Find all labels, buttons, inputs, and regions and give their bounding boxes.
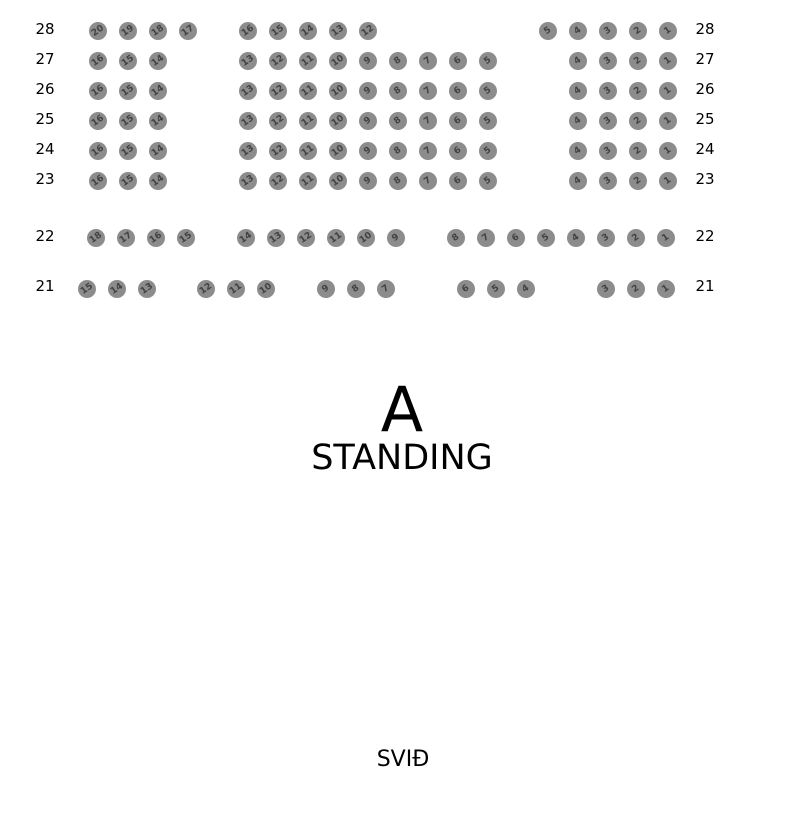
seat[interactable] bbox=[239, 82, 257, 100]
seat[interactable] bbox=[347, 280, 365, 298]
seat-number: 7 bbox=[422, 84, 434, 97]
seat[interactable] bbox=[539, 22, 557, 40]
seat-number: 3 bbox=[602, 84, 614, 97]
seat-number: 7 bbox=[422, 144, 434, 157]
seat-number: 1 bbox=[662, 24, 674, 37]
seat-number: 13 bbox=[239, 112, 256, 129]
seat[interactable] bbox=[419, 142, 437, 160]
seat[interactable] bbox=[477, 229, 495, 247]
row-label-left: 28 bbox=[35, 20, 55, 38]
seat[interactable] bbox=[419, 52, 437, 70]
seat-number: 13 bbox=[239, 172, 256, 189]
seat-number: 9 bbox=[362, 84, 374, 97]
stage-label: SVIÐ bbox=[376, 747, 430, 772]
seat-number: 19 bbox=[119, 22, 136, 39]
seat-number: 9 bbox=[362, 114, 374, 127]
seat-number: 16 bbox=[89, 112, 106, 129]
seat[interactable] bbox=[599, 112, 617, 130]
seat-number: 7 bbox=[422, 54, 434, 67]
seat[interactable] bbox=[597, 229, 615, 247]
seat-number: 1 bbox=[660, 231, 672, 244]
seat-number: 16 bbox=[89, 82, 106, 99]
seat[interactable] bbox=[108, 280, 126, 298]
seat-number: 12 bbox=[269, 172, 286, 189]
seat[interactable] bbox=[117, 229, 135, 247]
seat[interactable] bbox=[299, 22, 317, 40]
seat-number: 7 bbox=[422, 114, 434, 127]
seat[interactable] bbox=[659, 112, 677, 130]
seat[interactable] bbox=[329, 52, 347, 70]
seat[interactable] bbox=[657, 280, 675, 298]
standing-zone-label[interactable]: STANDING bbox=[311, 438, 493, 478]
seat-number: 4 bbox=[570, 231, 582, 244]
row-label-left: 26 bbox=[35, 80, 55, 98]
seat[interactable] bbox=[329, 142, 347, 160]
seat-number: 5 bbox=[490, 282, 502, 295]
seat-number: 2 bbox=[632, 144, 644, 157]
seat[interactable] bbox=[569, 22, 587, 40]
seat-number: 4 bbox=[520, 282, 532, 295]
seat-number: 14 bbox=[299, 22, 316, 39]
seat-number: 5 bbox=[482, 114, 494, 127]
seat[interactable] bbox=[479, 142, 497, 160]
seat-number: 3 bbox=[602, 144, 614, 157]
seat[interactable] bbox=[359, 22, 377, 40]
seat[interactable] bbox=[447, 229, 465, 247]
seat-number: 4 bbox=[572, 84, 584, 97]
seat[interactable] bbox=[237, 229, 255, 247]
row-label-left: 21 bbox=[35, 277, 55, 295]
seat[interactable] bbox=[119, 52, 137, 70]
seat[interactable] bbox=[449, 142, 467, 160]
seat[interactable] bbox=[227, 280, 245, 298]
seat-number: 14 bbox=[108, 280, 125, 297]
seat-number: 8 bbox=[450, 231, 462, 244]
seat[interactable] bbox=[599, 82, 617, 100]
seat[interactable] bbox=[537, 229, 555, 247]
seat[interactable] bbox=[297, 229, 315, 247]
seat-number: 8 bbox=[350, 282, 362, 295]
seat[interactable] bbox=[507, 229, 525, 247]
seat-number: 6 bbox=[452, 54, 464, 67]
seat-number: 10 bbox=[329, 82, 346, 99]
seat-number: 2 bbox=[630, 231, 642, 244]
seat[interactable] bbox=[89, 82, 107, 100]
seat[interactable] bbox=[419, 172, 437, 190]
seat-number: 10 bbox=[329, 172, 346, 189]
seat-number: 11 bbox=[299, 112, 316, 129]
seat[interactable] bbox=[517, 280, 535, 298]
seat[interactable] bbox=[299, 112, 317, 130]
seat-number: 10 bbox=[329, 142, 346, 159]
seat[interactable] bbox=[239, 52, 257, 70]
seat-number: 6 bbox=[452, 174, 464, 187]
seat-number: 9 bbox=[362, 174, 374, 187]
seat-number: 9 bbox=[390, 231, 402, 244]
seat[interactable] bbox=[569, 112, 587, 130]
seat-number: 13 bbox=[239, 82, 256, 99]
seat[interactable] bbox=[78, 280, 96, 298]
seat-number: 11 bbox=[299, 142, 316, 159]
seat-number: 14 bbox=[149, 142, 166, 159]
seat-number: 3 bbox=[602, 54, 614, 67]
seat[interactable] bbox=[299, 142, 317, 160]
seat-number: 3 bbox=[600, 231, 612, 244]
seat-number: 14 bbox=[149, 112, 166, 129]
seat-number: 15 bbox=[119, 142, 136, 159]
seat-number: 13 bbox=[267, 229, 284, 246]
seat[interactable] bbox=[299, 172, 317, 190]
seat-number: 15 bbox=[177, 229, 194, 246]
seat-number: 3 bbox=[600, 282, 612, 295]
seat[interactable] bbox=[317, 280, 335, 298]
seat-number: 7 bbox=[380, 282, 392, 295]
seat-number: 9 bbox=[362, 144, 374, 157]
seat-number: 12 bbox=[269, 52, 286, 69]
seat-number: 3 bbox=[602, 174, 614, 187]
seat-number: 10 bbox=[357, 229, 374, 246]
seat-number: 1 bbox=[662, 84, 674, 97]
seat-number: 6 bbox=[460, 282, 472, 295]
seat-number: 15 bbox=[269, 22, 286, 39]
seat-number: 12 bbox=[269, 82, 286, 99]
seat[interactable] bbox=[179, 22, 197, 40]
seat-number: 11 bbox=[299, 82, 316, 99]
seat[interactable] bbox=[629, 82, 647, 100]
seat-number: 16 bbox=[239, 22, 256, 39]
seat-number: 5 bbox=[542, 24, 554, 37]
seat-number: 5 bbox=[482, 54, 494, 67]
seat-number: 12 bbox=[297, 229, 314, 246]
seat-number: 13 bbox=[138, 280, 155, 297]
seat[interactable] bbox=[389, 142, 407, 160]
seat[interactable] bbox=[357, 229, 375, 247]
row-label-right: 25 bbox=[695, 110, 715, 128]
seat[interactable] bbox=[377, 280, 395, 298]
seat-number: 2 bbox=[632, 114, 644, 127]
seat-number: 6 bbox=[452, 84, 464, 97]
seat[interactable] bbox=[269, 22, 287, 40]
seat-number: 14 bbox=[149, 172, 166, 189]
seat[interactable] bbox=[597, 280, 615, 298]
seat-number: 17 bbox=[179, 22, 196, 39]
seat-number: 7 bbox=[422, 174, 434, 187]
seat[interactable] bbox=[177, 229, 195, 247]
seat[interactable] bbox=[629, 142, 647, 160]
seat[interactable] bbox=[449, 172, 467, 190]
row-label-right: 21 bbox=[695, 277, 715, 295]
seat[interactable] bbox=[567, 229, 585, 247]
seat[interactable] bbox=[239, 172, 257, 190]
seat-number: 8 bbox=[392, 54, 404, 67]
seat-number: 9 bbox=[362, 54, 374, 67]
seat-number: 11 bbox=[299, 172, 316, 189]
seat-number: 15 bbox=[119, 172, 136, 189]
seat-number: 16 bbox=[89, 142, 106, 159]
seat[interactable] bbox=[449, 82, 467, 100]
seat-number: 1 bbox=[662, 174, 674, 187]
seat-number: 8 bbox=[392, 174, 404, 187]
seat[interactable] bbox=[329, 112, 347, 130]
seat-number: 9 bbox=[320, 282, 332, 295]
seat[interactable] bbox=[119, 112, 137, 130]
seat-number: 4 bbox=[572, 54, 584, 67]
seat[interactable] bbox=[389, 52, 407, 70]
seat[interactable] bbox=[569, 142, 587, 160]
seat[interactable] bbox=[657, 229, 675, 247]
seat[interactable] bbox=[269, 52, 287, 70]
seat[interactable] bbox=[629, 112, 647, 130]
seat-number: 5 bbox=[540, 231, 552, 244]
seat-number: 3 bbox=[602, 114, 614, 127]
seat[interactable] bbox=[138, 280, 156, 298]
seat-number: 4 bbox=[572, 24, 584, 37]
seat[interactable] bbox=[327, 229, 345, 247]
seat[interactable] bbox=[359, 142, 377, 160]
seat[interactable] bbox=[629, 52, 647, 70]
seat-number: 5 bbox=[482, 144, 494, 157]
seat[interactable] bbox=[659, 52, 677, 70]
seat[interactable] bbox=[479, 172, 497, 190]
row-label-right: 24 bbox=[695, 140, 715, 158]
seat-number: 5 bbox=[482, 174, 494, 187]
seat[interactable] bbox=[659, 22, 677, 40]
row-label-left: 25 bbox=[35, 110, 55, 128]
seat[interactable] bbox=[149, 112, 167, 130]
seat-number: 13 bbox=[239, 52, 256, 69]
seat-number: 2 bbox=[632, 84, 644, 97]
seat[interactable] bbox=[479, 82, 497, 100]
seat-number: 4 bbox=[572, 174, 584, 187]
seat-number: 17 bbox=[117, 229, 134, 246]
seat-number: 12 bbox=[269, 112, 286, 129]
seat[interactable] bbox=[389, 82, 407, 100]
seat-number: 16 bbox=[147, 229, 164, 246]
seat[interactable] bbox=[87, 229, 105, 247]
row-label-left: 23 bbox=[35, 170, 55, 188]
seat-number: 5 bbox=[482, 84, 494, 97]
seat-number: 6 bbox=[452, 144, 464, 157]
seat-number: 13 bbox=[239, 142, 256, 159]
seat[interactable] bbox=[569, 52, 587, 70]
seat-number: 2 bbox=[632, 174, 644, 187]
row-label-right: 23 bbox=[695, 170, 715, 188]
seat-number: 13 bbox=[329, 22, 346, 39]
seat[interactable] bbox=[599, 172, 617, 190]
seat[interactable] bbox=[269, 112, 287, 130]
seat[interactable] bbox=[419, 112, 437, 130]
seat-number: 2 bbox=[632, 54, 644, 67]
seat-number: 15 bbox=[119, 112, 136, 129]
seat-number: 15 bbox=[119, 52, 136, 69]
seat[interactable] bbox=[89, 112, 107, 130]
seat[interactable] bbox=[479, 112, 497, 130]
row-label-right: 28 bbox=[695, 20, 715, 38]
seat-number: 11 bbox=[327, 229, 344, 246]
seat[interactable] bbox=[599, 22, 617, 40]
seat-number: 16 bbox=[89, 172, 106, 189]
seat[interactable] bbox=[659, 82, 677, 100]
seat[interactable] bbox=[149, 142, 167, 160]
seat-number: 1 bbox=[662, 54, 674, 67]
seat[interactable] bbox=[659, 142, 677, 160]
seat[interactable] bbox=[659, 172, 677, 190]
seat[interactable] bbox=[197, 280, 215, 298]
seat-number: 4 bbox=[572, 144, 584, 157]
seat[interactable] bbox=[119, 142, 137, 160]
seat-number: 10 bbox=[257, 280, 274, 297]
seat[interactable] bbox=[389, 172, 407, 190]
row-label-left: 27 bbox=[35, 50, 55, 68]
seat[interactable] bbox=[569, 172, 587, 190]
seat[interactable] bbox=[449, 52, 467, 70]
seat[interactable] bbox=[359, 172, 377, 190]
seat-number: 8 bbox=[392, 144, 404, 157]
row-label-left: 24 bbox=[35, 140, 55, 158]
seat[interactable] bbox=[569, 82, 587, 100]
seat[interactable] bbox=[149, 22, 167, 40]
seat-number: 18 bbox=[149, 22, 166, 39]
seat-number: 11 bbox=[299, 52, 316, 69]
seat[interactable] bbox=[239, 22, 257, 40]
seat[interactable] bbox=[329, 22, 347, 40]
row-label-right: 26 bbox=[695, 80, 715, 98]
seat[interactable] bbox=[449, 112, 467, 130]
seat[interactable] bbox=[479, 52, 497, 70]
seat[interactable] bbox=[359, 82, 377, 100]
seat[interactable] bbox=[257, 280, 275, 298]
seat-number: 15 bbox=[119, 82, 136, 99]
seat-number: 6 bbox=[510, 231, 522, 244]
seat[interactable] bbox=[269, 172, 287, 190]
seat[interactable] bbox=[89, 52, 107, 70]
seat[interactable] bbox=[149, 82, 167, 100]
seat[interactable] bbox=[329, 82, 347, 100]
seat[interactable] bbox=[269, 82, 287, 100]
seat[interactable] bbox=[329, 172, 347, 190]
seat[interactable] bbox=[627, 280, 645, 298]
seat-number: 8 bbox=[392, 84, 404, 97]
zone-letter: A bbox=[380, 373, 424, 446]
seat-number: 12 bbox=[359, 22, 376, 39]
row-label-right: 22 bbox=[695, 227, 715, 245]
seat-number: 6 bbox=[452, 114, 464, 127]
seat[interactable] bbox=[89, 172, 107, 190]
seat[interactable] bbox=[599, 142, 617, 160]
seat-number: 14 bbox=[149, 82, 166, 99]
seat-number: 12 bbox=[197, 280, 214, 297]
seat-number: 11 bbox=[227, 280, 244, 297]
seat-number: 1 bbox=[662, 144, 674, 157]
seat[interactable] bbox=[267, 229, 285, 247]
seat[interactable] bbox=[147, 229, 165, 247]
seat-number: 3 bbox=[602, 24, 614, 37]
seat[interactable] bbox=[627, 229, 645, 247]
row-label-right: 27 bbox=[695, 50, 715, 68]
seat[interactable] bbox=[487, 280, 505, 298]
seat[interactable] bbox=[629, 22, 647, 40]
seat[interactable] bbox=[599, 52, 617, 70]
seat-number: 4 bbox=[572, 114, 584, 127]
seat-number: 20 bbox=[89, 22, 106, 39]
seat[interactable] bbox=[629, 172, 647, 190]
seat[interactable] bbox=[359, 52, 377, 70]
seat[interactable] bbox=[419, 82, 437, 100]
seat[interactable] bbox=[149, 52, 167, 70]
seat[interactable] bbox=[359, 112, 377, 130]
seat[interactable] bbox=[89, 142, 107, 160]
seat[interactable] bbox=[389, 112, 407, 130]
seat-number: 10 bbox=[329, 112, 346, 129]
seat-number: 14 bbox=[237, 229, 254, 246]
seat[interactable] bbox=[299, 82, 317, 100]
row-label-left: 22 bbox=[35, 227, 55, 245]
seat-number: 14 bbox=[149, 52, 166, 69]
seat-number: 1 bbox=[660, 282, 672, 295]
seat-number: 18 bbox=[87, 229, 104, 246]
seat-number: 1 bbox=[662, 114, 674, 127]
seat[interactable] bbox=[119, 172, 137, 190]
seat[interactable] bbox=[119, 22, 137, 40]
seat[interactable] bbox=[89, 22, 107, 40]
seat[interactable] bbox=[149, 172, 167, 190]
seat[interactable] bbox=[269, 142, 287, 160]
seat[interactable] bbox=[119, 82, 137, 100]
seat[interactable] bbox=[299, 52, 317, 70]
seat-number: 16 bbox=[89, 52, 106, 69]
seat[interactable] bbox=[457, 280, 475, 298]
seat-number: 10 bbox=[329, 52, 346, 69]
seat-number: 15 bbox=[78, 280, 95, 297]
seat[interactable] bbox=[239, 112, 257, 130]
seat[interactable] bbox=[239, 142, 257, 160]
seat[interactable] bbox=[387, 229, 405, 247]
seat-number: 12 bbox=[269, 142, 286, 159]
seat-number: 7 bbox=[480, 231, 492, 244]
seat-number: 8 bbox=[392, 114, 404, 127]
seat-number: 2 bbox=[632, 24, 644, 37]
seat-number: 2 bbox=[630, 282, 642, 295]
